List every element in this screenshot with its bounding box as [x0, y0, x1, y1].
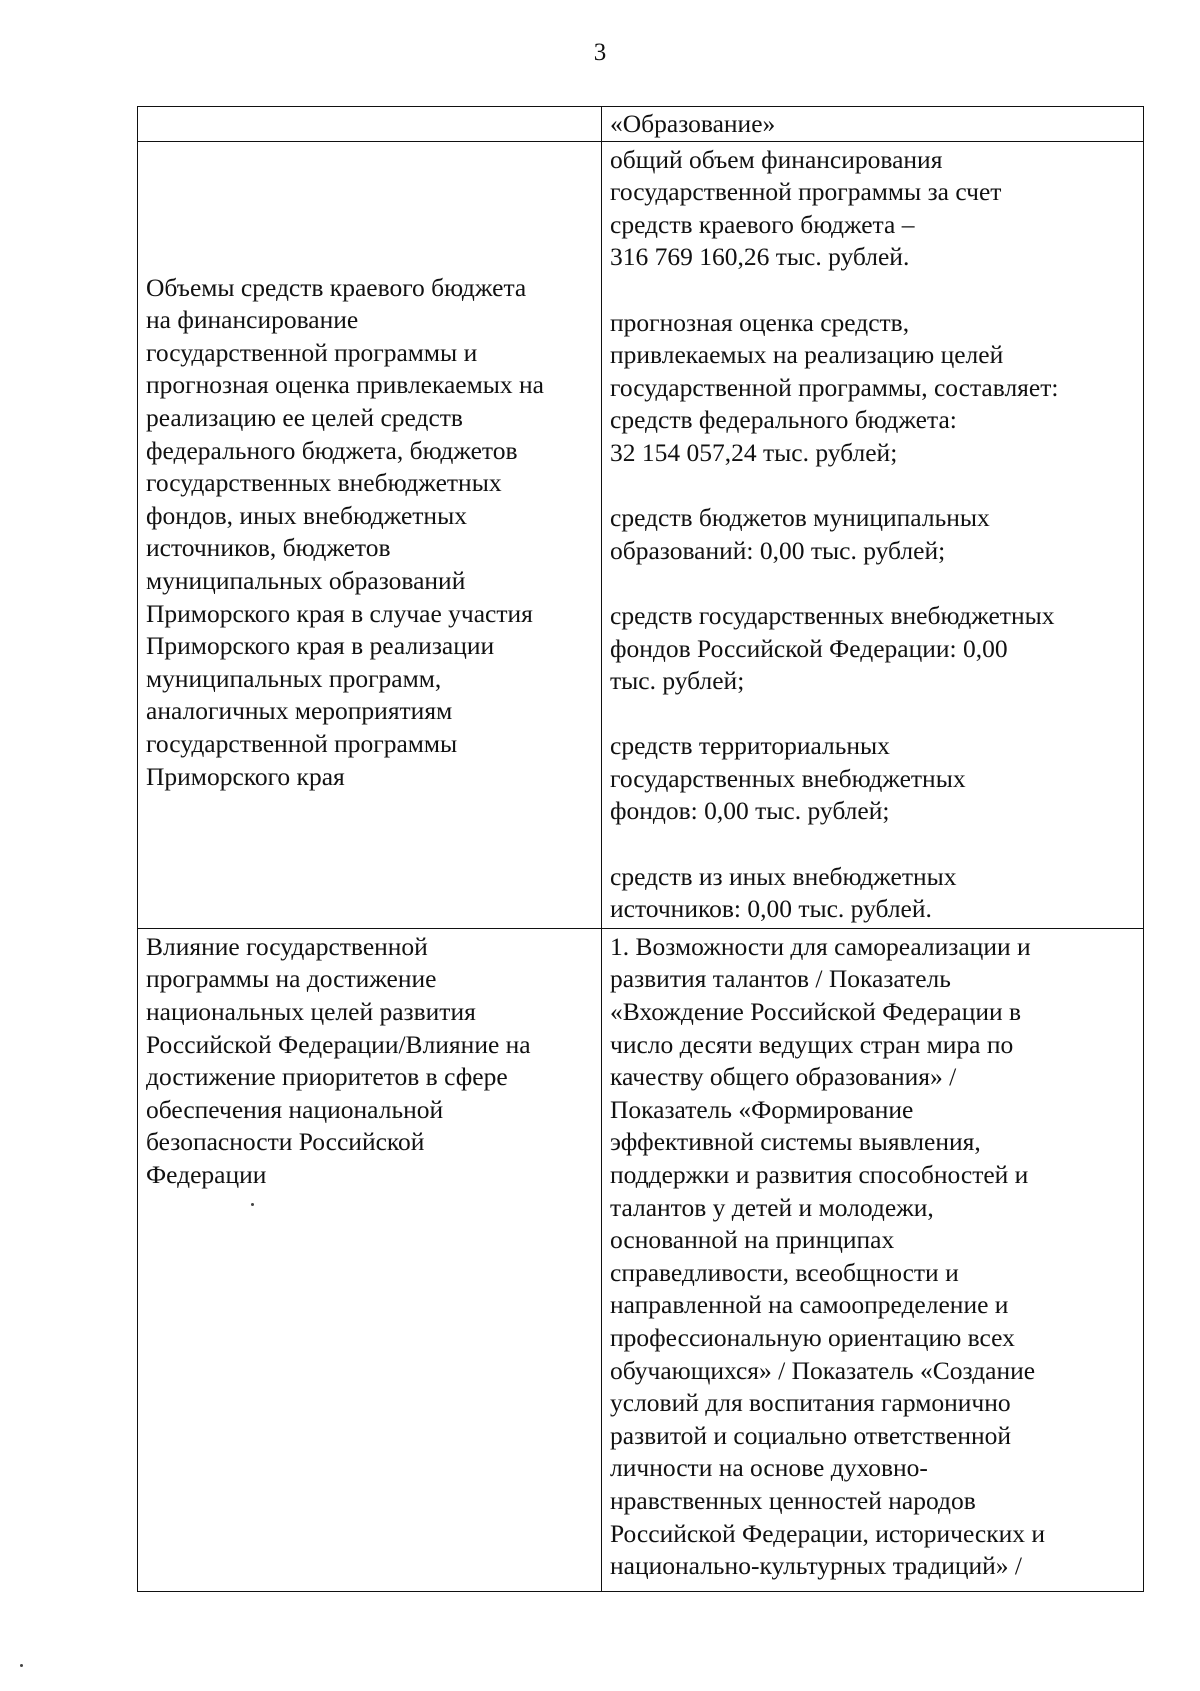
funding-label-cell	[138, 141, 602, 928]
funding-label-line: федерального бюджета, бюджетов	[146, 435, 518, 465]
funding-label-line: государственных внебюджетных	[146, 468, 502, 498]
funding-label-line: Приморского края в случае участия	[146, 598, 533, 628]
paragraph-gap	[610, 567, 1137, 600]
funding-label-line: аналогичных мероприятиям	[146, 696, 453, 726]
funding-label-line: реализацию ее целей средств	[146, 402, 463, 432]
national-goals-line: развития талантов / Показатель	[610, 964, 951, 994]
national-goals-line: национально-культурных традиций» /	[610, 1551, 1022, 1581]
national-goals-line: обучающихся» / Показатель «Создание	[610, 1355, 1036, 1385]
influence-label-line: программы на достижение	[146, 964, 437, 994]
national-goals-line: справедливости, всеобщности и	[610, 1257, 959, 1287]
page-number: 3	[593, 39, 607, 66]
national-goals-line: нравственных ценностей народов	[610, 1485, 976, 1515]
table-row-influence	[138, 928, 1144, 1591]
funding-label-line: Приморского края	[146, 761, 345, 791]
forecast-line: средств федерального бюджета:	[610, 405, 957, 435]
influence-label-line: национальных целей развития	[146, 997, 476, 1027]
funding-label-line: Объемы средств краевого бюджета	[146, 272, 527, 302]
influence-label-line: Российской Федерации/Влияние на	[146, 1029, 531, 1059]
forecast-line: привлекаемых на реализацию целей	[610, 340, 1004, 370]
national-goals-line: «Вхождение Российской Федерации в	[610, 997, 1022, 1027]
influence-label-line: Влияние государственной	[146, 931, 428, 961]
national-goals-line: поддержки и развития способностей и	[610, 1160, 1029, 1189]
influence-label-line: Федерации	[146, 1160, 267, 1189]
table-row-funding	[138, 141, 1144, 928]
influence-label-line: обеспечения национальной	[146, 1094, 444, 1124]
paragraph-gap	[610, 698, 1137, 731]
paragraph-gap	[610, 470, 1137, 503]
national-goals-line: Российской Федерации, исторических и	[610, 1518, 1046, 1548]
state-funds-line: фондов Российской Федерации: 0,00	[610, 633, 1008, 663]
national-goals-line: 1. Возможности для самореализации и	[610, 931, 1031, 961]
program-passport-table	[137, 106, 1144, 1592]
program-name-cell: «Образование»	[602, 107, 1144, 142]
total-funding-line: общий объем финансирования	[610, 144, 943, 174]
funding-label-line: муниципальных программ,	[146, 663, 442, 693]
state-funds-amount: тыс. рублей;	[610, 666, 745, 696]
funding-label-line: источников, бюджетов	[146, 533, 391, 563]
national-goals-line: развитой и социально ответственной	[610, 1420, 1012, 1450]
national-goals-line: число десяти ведущих стран мира по	[610, 1029, 1014, 1059]
national-goals-line: условий для воспитания гармонично	[610, 1388, 1011, 1418]
funding-label-line: на финансирование	[146, 305, 359, 335]
territorial-funds-line: государственных внебюджетных	[610, 763, 966, 793]
funding-label-line: фондов, иных внебюджетных	[146, 500, 467, 530]
funding-label-line: муниципальных образований	[146, 565, 466, 595]
influence-label-line: достижение приоритетов в сфере	[146, 1062, 508, 1092]
scan-speck	[20, 1664, 23, 1667]
scan-speck	[251, 1203, 254, 1206]
forecast-line: прогнозная оценка средств,	[610, 307, 910, 337]
national-goals-line: основанной на принципах	[610, 1225, 895, 1255]
paragraph-gap	[610, 274, 1137, 307]
other-sources-amount: источников: 0,00 тыс. рублей.	[610, 894, 932, 924]
national-goals-line: Показатель «Формирование	[610, 1094, 914, 1124]
national-goals-line: качеству общего образования» /	[610, 1062, 957, 1092]
influence-label-line: безопасности Российской	[146, 1127, 425, 1157]
municipal-budget-amount: образований: 0,00 тыс. рублей;	[610, 535, 946, 565]
state-funds-line: средств государственных внебюджетных	[610, 600, 1055, 630]
funding-label-line: государственной программы и	[146, 337, 478, 367]
national-goals-line: талантов у детей и молодежи,	[610, 1192, 934, 1222]
national-goals-line: профессиональную ориентацию всех	[610, 1322, 1015, 1352]
territorial-funds-line: средств территориальных	[610, 731, 890, 761]
funding-label-line: прогнозная оценка привлекаемых на	[146, 370, 544, 400]
influence-label-cell	[138, 928, 602, 1591]
table-row-header	[138, 107, 1144, 142]
funding-label-line: государственной программы	[146, 728, 458, 758]
total-funding-line: средств краевого бюджета –	[610, 209, 915, 239]
funding-label-line: Приморского края в реализации	[146, 631, 495, 661]
total-funding-line: государственной программы за счет	[610, 177, 1002, 207]
total-funding-amount: 316 769 160,26 тыс. рублей.	[610, 242, 910, 272]
national-goals-line: эффективной системы выявления,	[610, 1127, 981, 1157]
header-left-cell	[138, 107, 602, 142]
federal-budget-amount: 32 154 057,24 тыс. рублей;	[610, 437, 898, 467]
other-sources-line: средств из иных внебюджетных	[610, 861, 957, 891]
forecast-line: государственной программы, составляет:	[610, 372, 1059, 402]
municipal-budget-line: средств бюджетов муниципальных	[610, 503, 990, 533]
territorial-funds-amount: фондов: 0,00 тыс. рублей;	[610, 796, 890, 826]
national-goals-cell	[602, 928, 1144, 1591]
paragraph-gap	[610, 828, 1137, 861]
national-goals-line: направленной на самоопределение и	[610, 1290, 1009, 1320]
funding-values-cell	[602, 141, 1144, 928]
national-goals-line: личности на основе духовно-	[610, 1453, 928, 1483]
